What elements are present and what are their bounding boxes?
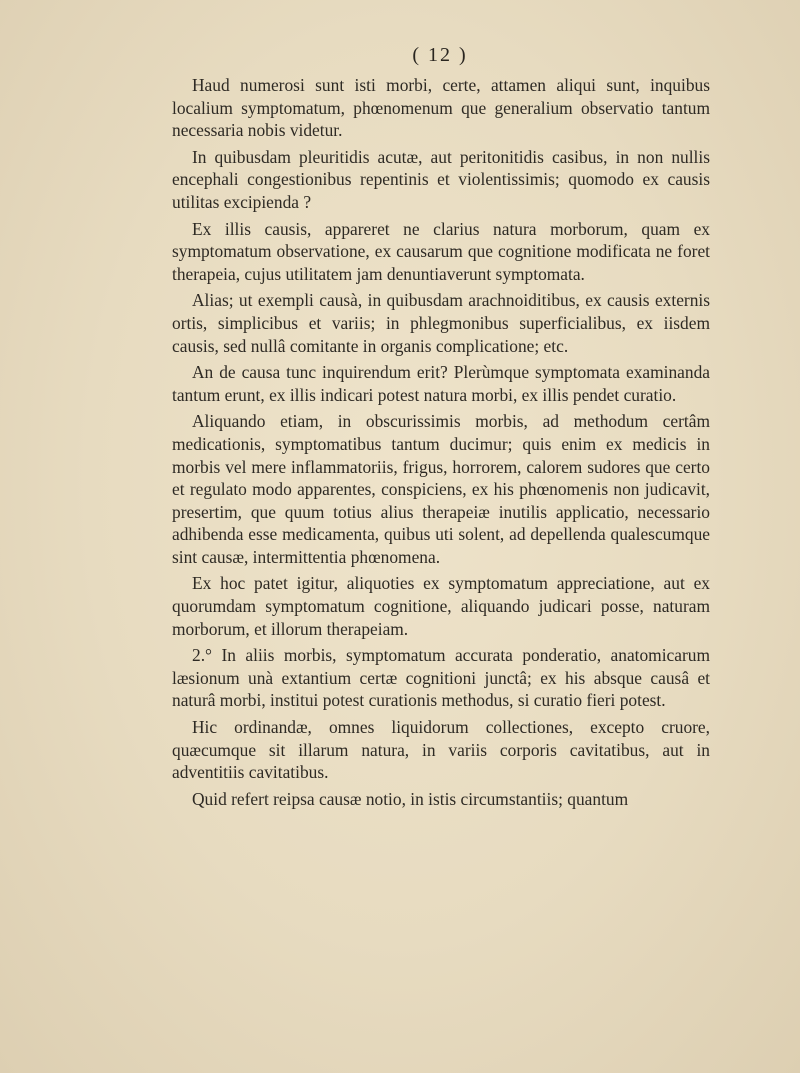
paragraph: Ex hoc patet igitur, aliquoties ex symptomatum appreciatione, aut ex quorumdam symptomatum cognitione, aliquando judicari posse, naturam morborum, et illorum therapeiam. xyxy=(172,573,710,639)
paragraph: 2.° In aliis morbis, symptomatum accurata ponderatio, anatomicarum læsionum unà extantium certæ cognitioni junctâ; ex his absque causâ et naturâ morbi, institui potest curationis methodus, si curatio fieri potest. xyxy=(172,645,710,711)
page-number: ( 12 ) xyxy=(412,44,468,66)
paragraph: Alias; ut exempli causà, in quibusdam arachnoiditibus, ex causis externis ortis, simplicibus et variis; in phlegmonibus superficialibus, ex iisdem causis, sed nullâ comitante in organis complicatione; etc. xyxy=(172,290,710,356)
paragraph: Aliquando etiam, in obscurissimis morbis, ad methodum certâm medicationis, symptomatibus tantum ducimur; quis enim ex medicis in morbis vel mere inflammatoriis, frigus, horrorem, calorem sudores que certo et regulato modo apparentes, conspiciens, ex his phœnomenis non judicavit, presertim, que quum totius alius therapeiæ inutilis applicatio, necessario adhibenda esse medicamenta, quibus uti solent, ad depellenda qualescumque sint causæ, intermittentia phœnomena. xyxy=(172,411,710,567)
paragraph: Haud numerosi sunt isti morbi, certe, attamen aliqui sunt, inquibus localium symptomatum, phœnomenum que generalium observatio tantum necessaria nobis videtur. xyxy=(172,75,710,141)
body-text xyxy=(172,74,710,814)
paragraph: An de causa tunc inquirendum erit? Plerùmque symptomata examinanda tantum erunt, ex illis indicari potest natura morbi, ex illis pendet curatio. xyxy=(172,362,710,405)
paragraph: Ex illis causis, appareret ne clarius natura morborum, quam ex symptomatum observatione, ex causarum que cognitione modificata ne foret therapeia, cujus utilitatem jam denuntiaverunt symptomata. xyxy=(172,218,710,284)
paragraph: In quibusdam pleuritidis acutæ, aut peritonitidis casibus, in non nullis encephali congestionibus repentinis et violentissimis; quomodo ex causis utilitas excipienda ? xyxy=(172,146,710,212)
paragraph: Quid refert reipsa causæ notio, in istis circumstantiis; quantum xyxy=(192,788,629,809)
paragraph: Hic ordinandæ, omnes liquidorum collectiones, excepto cruore, quæcumque sit illarum natura, in variis corporis cavitatibus, aut in adventitiis cavitatibus. xyxy=(172,717,710,783)
